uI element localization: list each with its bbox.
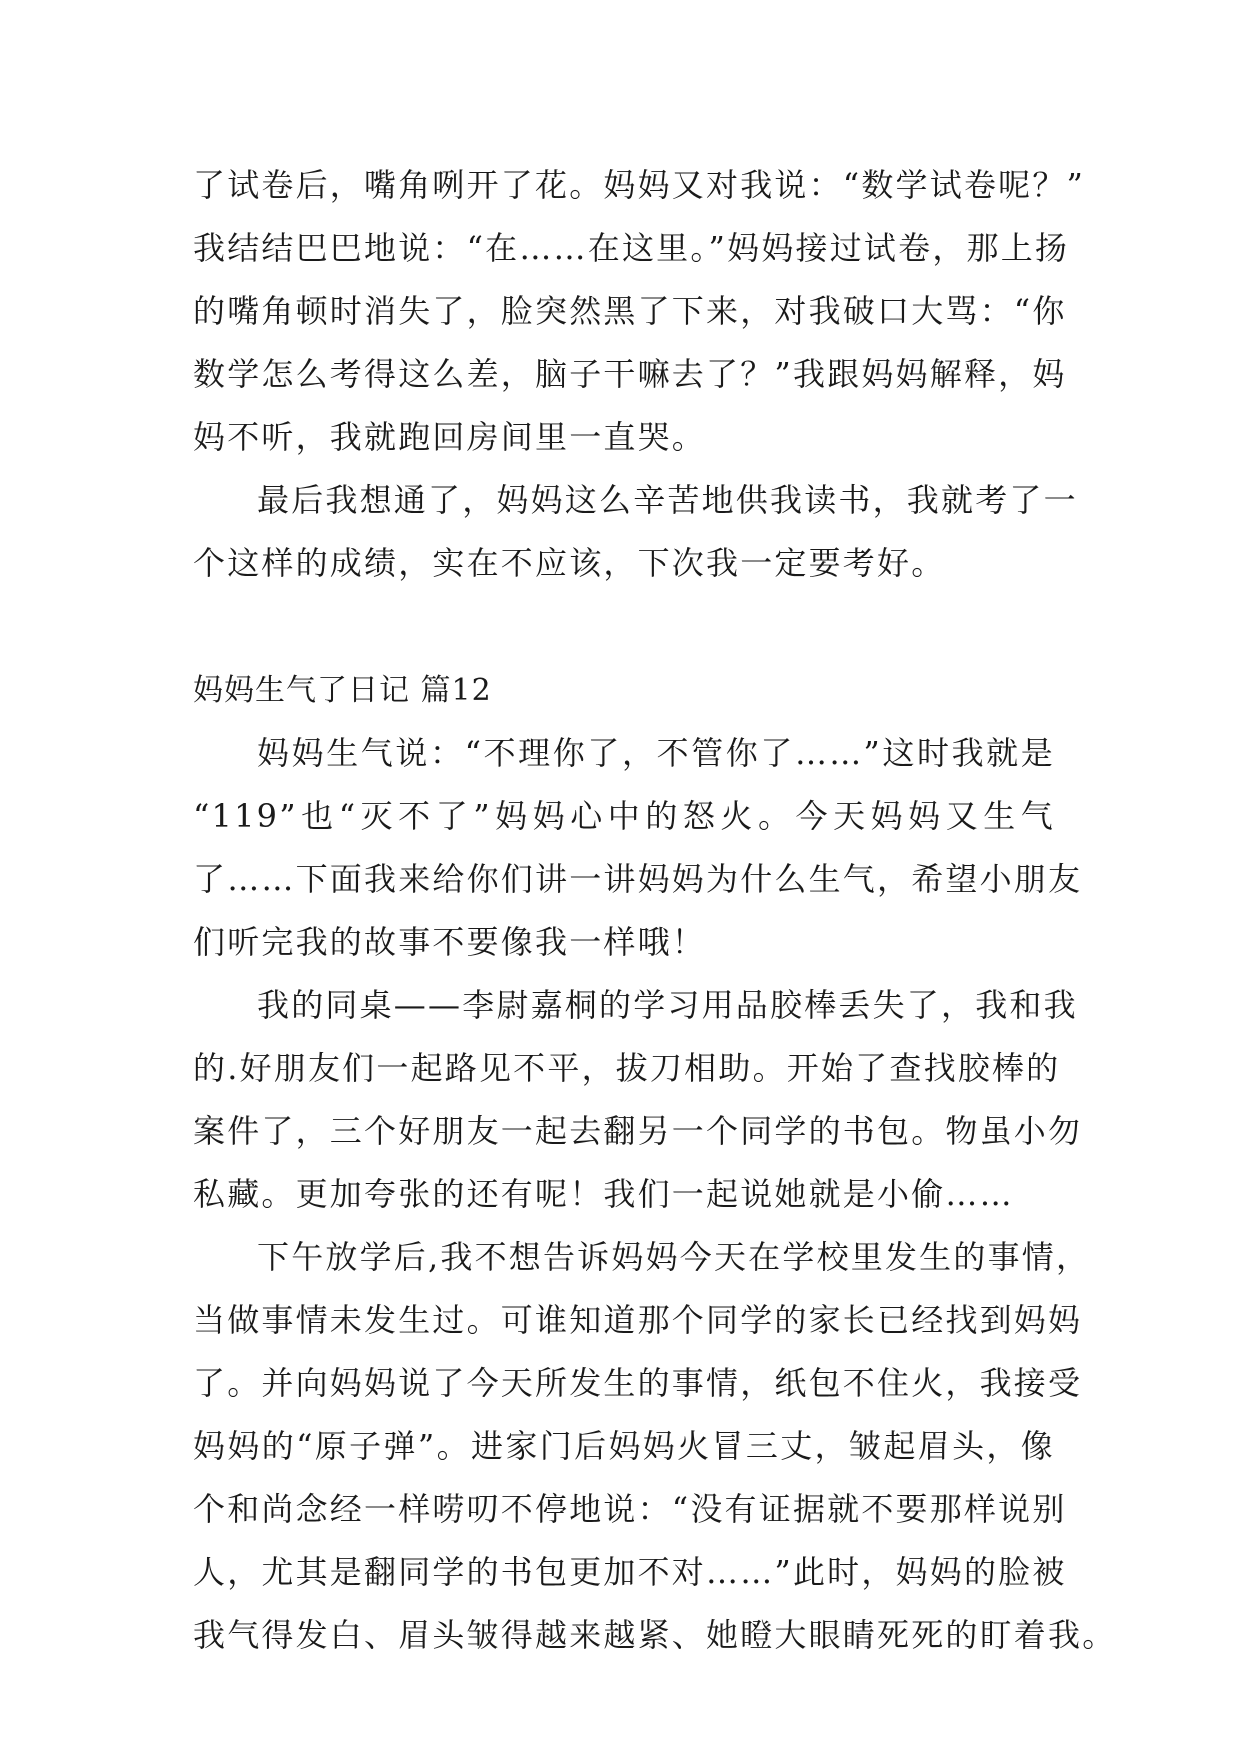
text-line: 数学怎么考得这么差，脑子干嘛去了？”我跟妈妈解释，妈 (193, 355, 1067, 393)
section-heading: 妈妈生气了日记 篇12 (193, 673, 492, 708)
text-line: 了……下面我来给你们讲一讲妈妈为什么生气，希望小朋友 (193, 860, 1083, 898)
text-line: 的.好朋友们一起路见不平，拔刀相助。开始了查找胶棒的 (193, 1049, 1061, 1087)
text-line: “119”也“灭不了”妈妈心中的怒火。今天妈妈又生气 (193, 797, 1055, 835)
text-line: 下午放学后,我不想告诉妈妈今天在学校里发生的事情， (257, 1238, 1091, 1276)
text-line: 我的同桌——李尉嘉桐的学习用品胶棒丢失了，我和我 (257, 986, 1078, 1024)
text-line: 了试卷后，嘴角咧开了花。妈妈又对我说：“数学试卷呢？” (193, 166, 1086, 204)
paragraph (193, 154, 1086, 469)
text-line: 案件了，三个好朋友一起去翻另一个同学的书包。物虽小勿 (193, 1112, 1083, 1150)
text-line: 了。并向妈妈说了今天所发生的事情，纸包不住火，我接受 (193, 1364, 1083, 1402)
text-line: 妈妈的“原子弹”。进家门后妈妈火冒三丈，皱起眉头，像 (193, 1427, 1055, 1465)
text-line: 私藏。更加夸张的还有呢！我们一起说她就是小偷…… (193, 1175, 1014, 1213)
text-line: 妈不听，我就跑回房间里一直哭。 (193, 418, 707, 456)
text-line: 的嘴角顿时消失了，脸突然黑了下来，对我破口大骂：“你 (193, 292, 1067, 330)
text-line: 个和尚念经一样唠叨不停地说：“没有证据就不要那样说别 (193, 1490, 1067, 1528)
paragraph (193, 469, 1078, 595)
text-line: 我气得发白、眉头皱得越来越紧、她瞪大眼睛死死的盯着我。 (193, 1616, 1117, 1654)
text-line: 我结结巴巴地说：“在……在这里。”妈妈接过试卷，那上扬 (193, 229, 1070, 267)
paragraph (193, 1226, 1117, 1667)
section-spacer (193, 595, 1055, 659)
text-line: 们听完我的故事不要像我一样哦！ (193, 923, 707, 961)
text-line: 最后我想通了，妈妈这么辛苦地供我读书，我就考了一 (257, 481, 1078, 519)
text-line: 妈妈生气说：“不理你了，不管你了……”这时我就是 (257, 734, 1055, 772)
text-line: 当做事情未发生过。可谁知道那个同学的家长已经找到妈妈 (193, 1301, 1083, 1339)
paragraph (193, 974, 1083, 1226)
text-line: 人，尤其是翻同学的书包更加不对……”此时，妈妈的脸被 (193, 1553, 1067, 1591)
text-line: 个这样的成绩，实在不应该，下次我一定要考好。 (193, 544, 946, 582)
document-page (193, 154, 1117, 1667)
paragraph (193, 722, 1083, 974)
